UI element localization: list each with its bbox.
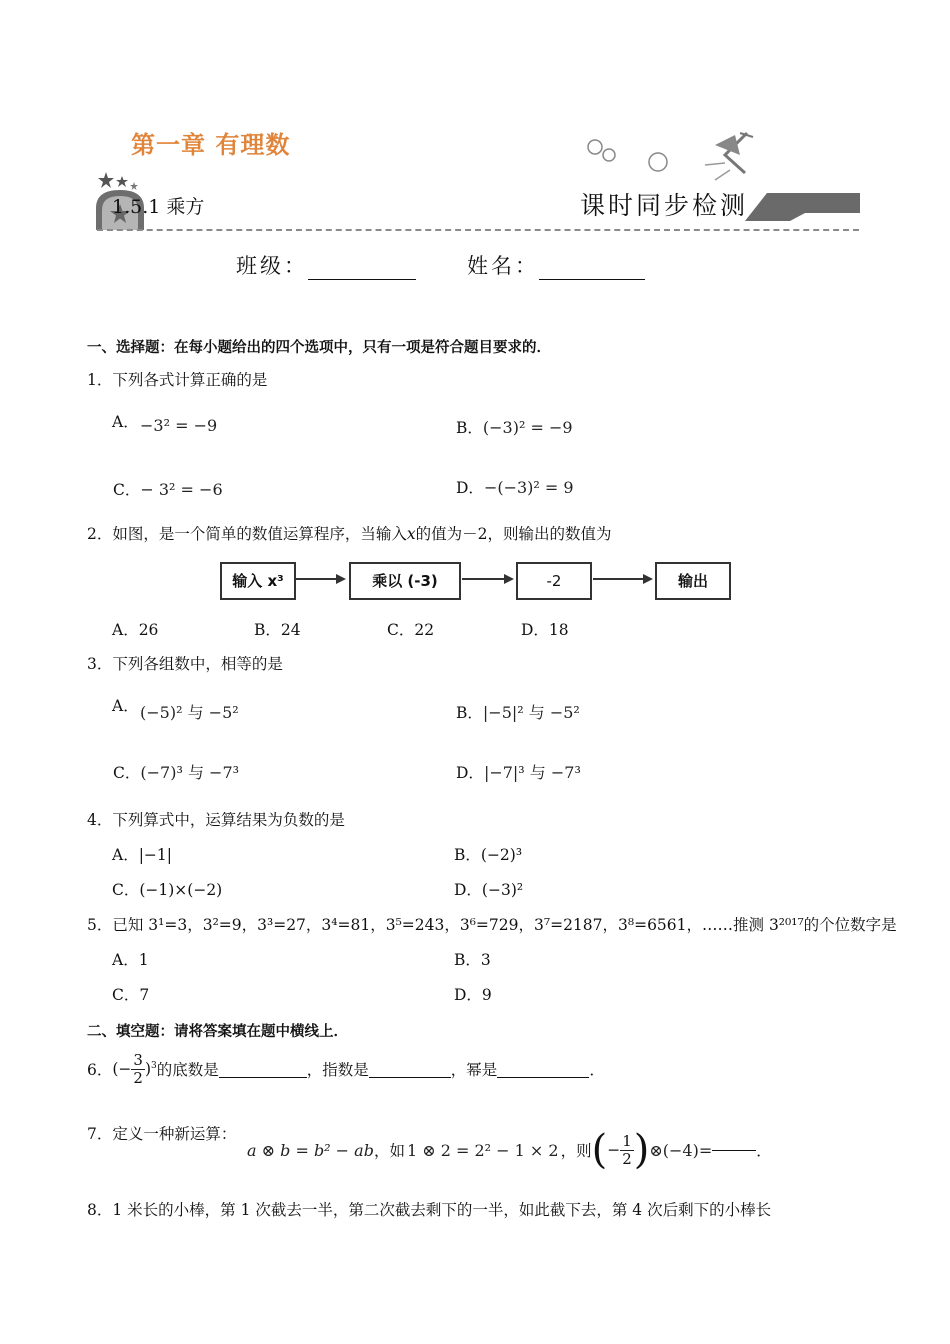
- flow-subtract-box: -2: [516, 562, 592, 600]
- q2-option-d[interactable]: D．18: [521, 621, 569, 639]
- q7-body: a ⊗ b = b² − ab ，如 1 ⊗ 2 = 2² − 1 × 2 ，则 ( − $\frac{1}{2}$ ) ⊗(−4)= ．: [247, 1127, 772, 1173]
- q4-option-c[interactable]: C．(−1)×(−2): [112, 881, 223, 899]
- q3-option-b[interactable]: B．|−5|² 与 −5²: [456, 703, 580, 722]
- q6-stem: 6． (− $\frac{3}{2}$ )$^3$ 的底数是 ，指数是 ，幂是 ．: [87, 1051, 605, 1087]
- q6-base-blank[interactable]: [219, 1061, 307, 1078]
- q7-answer-blank[interactable]: [712, 1140, 756, 1151]
- flow-arrow-icon: [593, 578, 651, 580]
- flow-arrow-icon: [296, 578, 344, 580]
- q1-option-b[interactable]: B．(−3)² = −9: [456, 418, 573, 437]
- q7-stem: 7．定义一种新运算：: [87, 1125, 237, 1143]
- desk-lamp-icon: [575, 125, 765, 190]
- q1-option-a-expr: −3² = −9: [140, 416, 218, 435]
- chapter-title: 第一章 有理数: [131, 131, 291, 159]
- flow-input-box: 输入 x³: [220, 562, 296, 600]
- q4-stem: 4．下列算式中，运算结果为负数的是: [87, 811, 345, 829]
- flow-arrow-icon: [462, 578, 512, 580]
- q5-option-c[interactable]: C．7: [112, 986, 150, 1004]
- name-field: 姓名：: [467, 250, 645, 280]
- q1-option-a[interactable]: A．: [112, 413, 139, 431]
- q5-option-a[interactable]: A．1: [112, 951, 149, 969]
- q2-option-a[interactable]: A．26: [112, 621, 159, 639]
- q4-option-a[interactable]: A．|−1|: [112, 846, 172, 864]
- q5-stem: 5．已知 3¹=3，3²=9，3³=27，3⁴=81，3⁵=243，3⁶=729，3⁷=2187，3⁸=6561，……推测 3²⁰¹⁷的个位数字是: [87, 916, 897, 934]
- q3-option-c[interactable]: C．(−7)³ 与 −7³: [113, 763, 240, 782]
- q6-fraction: $\frac{3}{2}$: [133, 1051, 143, 1087]
- q4-option-b[interactable]: B．(−2)³: [454, 846, 523, 864]
- banner-bar: [745, 193, 860, 221]
- q6-exponent-blank[interactable]: [369, 1061, 451, 1078]
- q3-stem: 3．下列各组数中，相等的是: [87, 655, 283, 673]
- section-title: 1.5.1 乘方: [112, 196, 205, 218]
- class-field: 班级：: [236, 250, 416, 280]
- flow-output-box: 输出: [655, 562, 731, 600]
- q2-stem: 2．如图，是一个简单的数值运算程序，当输入x的值为－2，则输出的数值为: [87, 525, 612, 543]
- q1-stem: 1．下列各式计算正确的是: [87, 371, 268, 389]
- q3-option-a-expr: (−5)² 与 −5²: [140, 703, 239, 722]
- name-blank[interactable]: [539, 259, 645, 280]
- class-blank[interactable]: [308, 259, 416, 280]
- q5-option-d[interactable]: D．9: [454, 986, 492, 1004]
- q6-power-blank[interactable]: [497, 1061, 589, 1078]
- q3-option-a[interactable]: A．: [112, 697, 139, 715]
- q5-option-b[interactable]: B．3: [454, 951, 491, 969]
- q8-stem: 8．1 米长的小棒，第 1 次截去一半，第二次截去剩下的一半，如此截下去，第 4 次后剩下的小棒长: [87, 1201, 772, 1219]
- q1-option-d[interactable]: D．−(−3)² = 9: [456, 478, 574, 497]
- q4-option-d[interactable]: D．(−3)²: [454, 881, 524, 899]
- q7-fraction: $\frac{1}{2}$: [622, 1132, 632, 1168]
- header-divider: [97, 229, 859, 231]
- q3-option-d[interactable]: D．|−7|³ 与 −7³: [456, 763, 581, 782]
- part1-heading: 一、选择题：在每小题给出的四个选项中，只有一项是符合题目要求的．: [87, 340, 551, 356]
- flow-multiply-box: 乘以 (-3): [349, 562, 461, 600]
- part2-heading: 二、填空题：请将答案填在题中横线上．: [87, 1024, 348, 1040]
- banner-title: 课时同步检测: [580, 191, 749, 220]
- q1-option-c[interactable]: C．− 3² = −6: [113, 480, 223, 499]
- q2-option-c[interactable]: C．22: [387, 621, 435, 639]
- q2-option-b[interactable]: B．24: [254, 621, 301, 639]
